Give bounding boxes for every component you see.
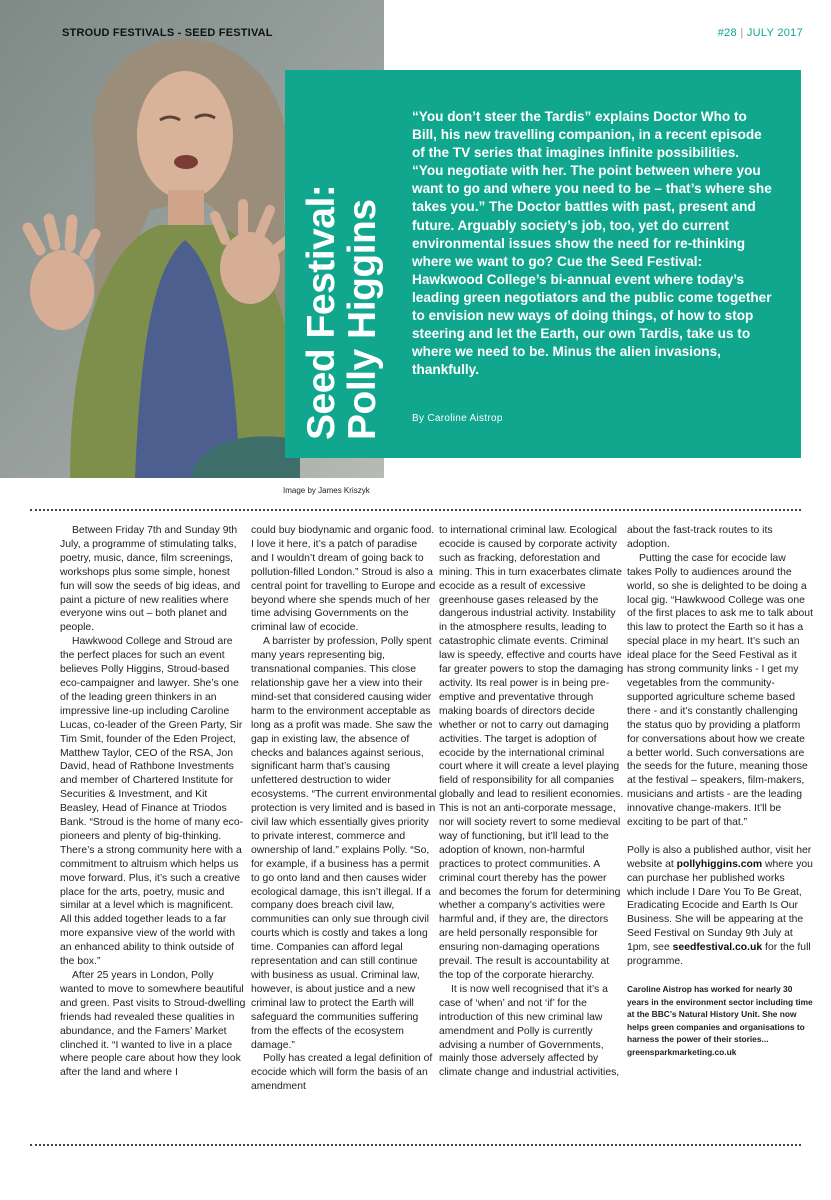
feature-box bbox=[285, 70, 801, 458]
paragraph: about the fast-track routes to its adoption. bbox=[627, 525, 773, 550]
title-line-2: Polly Higgins bbox=[341, 199, 384, 440]
paragraph: Between Friday 7th and Sunday 9th July, a programme of stimulating talks, poetry, music, dance, film screenings, workshops plus some simple, honest fun will sow the seeds of big ideas, and paint a picture of new realities where everyone wins out – both planet and people. bbox=[60, 525, 241, 634]
paragraph: Hawkwood College and Stroud are the perfect places for such an event believes Polly Higgins, Stroud-based eco-campaigner and lawyer. She’s one of the leading green thinkers in an impressive line-up including Caroline Lucas, co-leader of the Green Party, Sir Tim Smit, founder of the Eden Project, Matthew Taylor, CEO of the RSA, Jon David, head of Rathbone Investments and member of Chartered Institute for Securities & Investment, and Kit Beasley, Head of Finance at Triodos Bank. “Stroud is the home of many eco-pioneers and plenty of big-thinking. There’s a strong community here with a commitment to altruism which helps us move forward. Plus, it’s such a creative place for the arts, poetry, music and similar at a level which is magnificent. All this added together leads to a far more expansive view of the world with an enhanced ability to think outside of the box.” bbox=[60, 636, 244, 968]
paragraph: could buy biodynamic and organic food. I love it here, it’s a patch of paradise and I wouldn’t dream of going back to pollution-filled London.” Stroud is also a central point for travelling to Europe and beyond where she spends much of her time advising Governments on the criminal law of ecocide. bbox=[251, 525, 436, 634]
issue-number: #28 bbox=[717, 27, 737, 39]
festival-link[interactable]: seedfestival.co.uk bbox=[672, 942, 763, 954]
standfirst: “You don’t steer the Tardis” explains Doctor Who to Bill, his new travelling companion, in a recent episode of the TV series that imagines infinite possibilities. “You negotiate with her. The point between where you want to go and where you need to be – that’s where she takes you.” The Doctor battles with past, present and future. Arguably society’s job, too, yet do current environmental issues show the need for re-thinking where we want to go? Cue the Seed Festival: Hawkwood College’s bi-annual event where today’s leading green negotiators and the public come together to envision new ways of doing things, of how to stop steering and let the Earth, our own Tardis, take us to where we need to be. Minus the alien invasions, thankfully. bbox=[412, 109, 772, 378]
column-4 bbox=[627, 524, 813, 1059]
text: where you can purchase her published works which include I Dare You To Be Great, Eradicating Ecocide and Earth Is Our Business. She will be appearing at the Seed Festival on Sunday 9th July at 1pm, see bbox=[627, 858, 813, 954]
issue-separator: | bbox=[740, 27, 744, 39]
paragraph: Polly has created a legal definition of ecocide which will form the basis of an amendment bbox=[251, 1053, 433, 1093]
issue-info bbox=[718, 27, 803, 39]
text: Polly is also a published author, visit her website at bbox=[627, 844, 812, 870]
paragraph: It is now well recognised that it’s a case of ‘when’ and not ‘if’ for the introduction of this new criminal law amendment and Polly is currently advising a number of Governments, mainly those adversely affected by climate change and industrial activities, bbox=[439, 983, 620, 1079]
column-3 bbox=[439, 524, 625, 1080]
byline: By Caroline Aistrop bbox=[412, 413, 503, 424]
section-title: STROUD FESTIVALS - SEED FESTIVAL bbox=[62, 27, 273, 39]
author-bio: Caroline Aistrop has worked for nearly 30 years in the environment sector including time at the BBC’s Natural History Unit. She now helps green companies and organisations to harness the power of their stories... greensparkmarketing.co.uk bbox=[627, 983, 813, 1057]
column-1 bbox=[60, 524, 246, 1080]
photo-credit: Image by James Kriszyk bbox=[283, 486, 370, 495]
issue-date: JULY 2017 bbox=[746, 27, 803, 39]
column-2 bbox=[251, 524, 437, 1094]
top-divider bbox=[30, 509, 801, 511]
paragraph: Putting the case for ecocide law takes Polly to audiences around the world, so she is delighted to be doing a local gig. “Hawkwood College was one of the first places to ask me to talk about this law to protect the Earth so it has a special place in my heart. It’s such an ideal place for the Seed Festival as it has strong community links - I get my vegetables from the community-supported agriculture scheme based there - and it’s constantly challenging the status quo by providing a platform for conversations about how we create a better world. Such conversations are the seeds for the future, meaning those at the festival – speakers, film-makers, musicians and artists - are the leading innovative change-makers. It’ll be exciting to be part of that.” bbox=[627, 552, 813, 829]
paragraph: A barrister by profession, Polly spent many years representing big, transnational companies. This close relationship gave her a view into their mind-set that considered causing wider harm to the environment acceptable as long as a profit was made. She saw the gap in existing law, the absence of checks and balances against serious, significant harm that’s causing unfettered destruction to wider ecosystems. “The current environmental protection is very limited and is based in civil law which essentially gives priority to private interest, commerce and ownership of land.” explains Polly. “So, for example, if a business has a permit to go onto land and then causes wider ecological damage, this isn’t illegal. If a company does breach civil law, communities can only sue through civil courts which is costly and takes a long time. Companies can afford legal representation and can still continue with business as usual. Criminal law, however, is about justice and a new criminal law to protect the Earth will safeguard the communities suffering from the effects of the ecosystem damage.” bbox=[251, 636, 437, 1051]
paragraph: After 25 years in London, Polly wanted to move to somewhere beautiful and green. Past visits to Stroud-dwelling friends had revealed these qualities in abundance, and the Famers’ Market clinched it. “I wanted to live in a place where people care about how they look after the land and where I bbox=[60, 970, 246, 1079]
website-link[interactable]: pollyhiggins.com bbox=[676, 858, 763, 870]
text: for the full programme. bbox=[627, 942, 811, 968]
bottom-divider bbox=[30, 1144, 801, 1146]
paragraph: to international criminal law. Ecological ecocide is caused by corporate activity such as fracking, deforestation and mining. This in turn exacerbates climate ecocide as a result of excessive greenhouse gases released by the dangerous industrial activity. Instability in the atmosphere results, leading to catastrophic climate events. Criminal law is speedy, effective and courts have far greater powers to stop the damaging activity. Its real power is in being pre-emptive and preventative through making boards of directors decide whether or not to carry out damaging activities. The target is adoption of ecocide by the international criminal court where it will create a level playing field of responsibility for all companies globally and lead to resilient economies. This is not an anti-corporate message, nor will society revert to some medieval way of functioning, but it’ll lead to the adoption of known, non-harmful practices to protect communities. A criminal court thereby has the power and becomes the forum for determining whether a company’s activities were harmful and, if they are, the directors are held personally responsible for ensuring non-damaging operations prevail. The result is accountability at the top of the corporate hierarchy. bbox=[439, 525, 624, 981]
vertical-title bbox=[301, 100, 391, 440]
title-line-1: Seed Festival: bbox=[300, 184, 343, 440]
author-paragraph bbox=[627, 844, 813, 969]
